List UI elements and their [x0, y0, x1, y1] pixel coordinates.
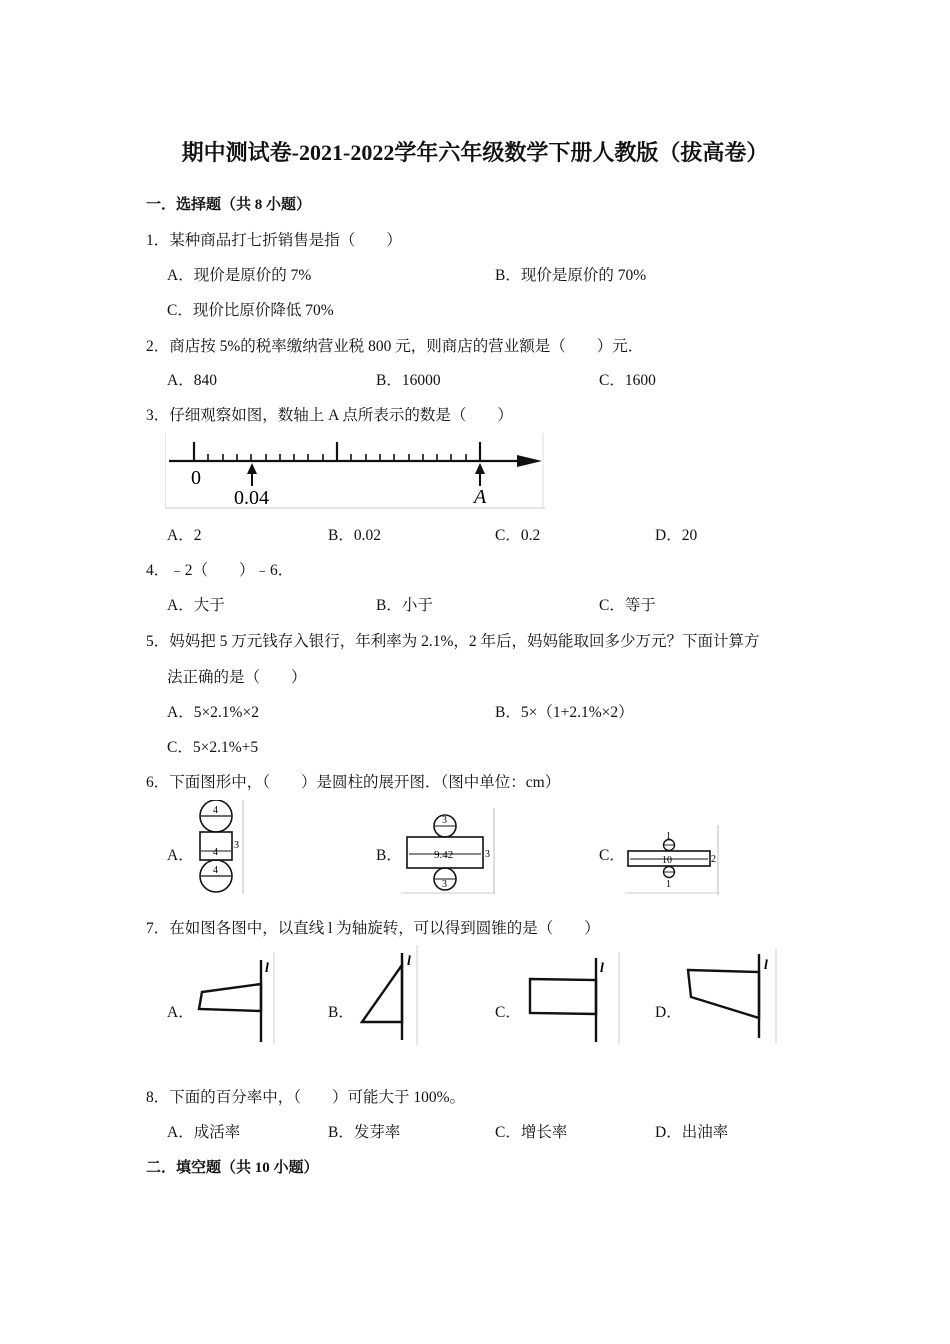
- cylinder-net-c: [625, 825, 720, 895]
- question-2: 2．商店按 5%的税率缴纳营业税 800 元，则商店的营业额是（ ）元．: [146, 338, 644, 355]
- q1-option-c: C．现价比原价降低 70%: [167, 302, 334, 319]
- svg-text:1: 1: [666, 879, 671, 890]
- svg-text:3: 3: [442, 879, 447, 890]
- number-line-figure: [165, 432, 547, 510]
- q6-option-c: C．: [599, 847, 625, 864]
- q3-option-b: B．0.02: [328, 527, 381, 544]
- rotation-figure-d: [682, 948, 779, 1044]
- number-line-tick-label: 0.04: [234, 487, 269, 509]
- q7-option-b: B．: [328, 1004, 354, 1021]
- svg-text:l: l: [764, 958, 768, 973]
- q2-option-c: C．1600: [599, 372, 656, 389]
- q4-option-b: B．小于: [376, 597, 433, 614]
- q7-option-c: C．: [495, 1004, 521, 1021]
- question-4: 4．﹣2（ ）﹣6．: [146, 562, 294, 579]
- q6-option-a: A．: [167, 847, 194, 864]
- q1-option-b: B．现价是原价的 70%: [495, 267, 647, 284]
- question-1: 1．某种商品打七折销售是指（ ）: [146, 232, 402, 249]
- question-6: 6．下面图形中，（ ）是圆柱的展开图．（图中单位：cm）: [146, 774, 561, 791]
- q5-option-a: A．5×2.1%×2: [167, 704, 259, 721]
- q1-option-a: A．现价是原价的 7%: [167, 267, 312, 284]
- q6-option-b: B．: [376, 847, 402, 864]
- q3-option-a: A．2: [167, 527, 202, 544]
- section-heading-fill: 二．填空题（共 10 小题）: [146, 1160, 319, 1176]
- cylinder-net-b: [401, 808, 497, 894]
- svg-text:3: 3: [485, 849, 490, 860]
- q8-option-d: D．出油率: [655, 1124, 729, 1141]
- q3-option-c: C．0.2: [495, 527, 541, 544]
- q5-option-c: C．5×2.1%+5: [167, 739, 259, 756]
- cylinder-net-a: [193, 800, 245, 894]
- q4-option-c: C．等于: [599, 597, 656, 614]
- svg-text:9.42: 9.42: [434, 849, 454, 861]
- number-line-zero-label: 0: [191, 467, 201, 489]
- svg-text:l: l: [265, 961, 269, 976]
- rotation-figure-a: [193, 952, 277, 1044]
- question-8: 8．下面的百分率中，（ ）可能大于 100%。: [146, 1089, 466, 1106]
- svg-text:4: 4: [213, 847, 218, 858]
- question-7: 7．在如图各图中，以直线 l 为轴旋转，可以得到圆锥的是（ ）: [146, 920, 600, 937]
- svg-text:l: l: [600, 961, 604, 976]
- rotation-figure-c: [522, 952, 622, 1044]
- svg-text:l: l: [407, 954, 411, 969]
- q7-option-a: A．: [167, 1004, 194, 1021]
- section-heading-choice: 一．选择题（共 8 小题）: [146, 197, 312, 213]
- q3-option-d: D．20: [655, 527, 698, 544]
- question-3: 3．仔细观察如图，数轴上 A 点所表示的数是（ ）: [146, 407, 513, 424]
- q2-option-a: A．840: [167, 372, 217, 389]
- q2-option-b: B．16000: [376, 372, 441, 389]
- svg-text:3: 3: [442, 815, 447, 826]
- question-5-line-2: 法正确的是（ ）: [167, 669, 307, 686]
- q8-option-a: A．成活率: [167, 1124, 241, 1141]
- svg-text:4: 4: [213, 865, 218, 876]
- q4-option-a: A．大于: [167, 597, 225, 614]
- q7-option-d: D．: [655, 1004, 682, 1021]
- q5-option-b: B．5×（1+2.1%×2）: [495, 704, 634, 721]
- svg-text:3: 3: [234, 840, 239, 851]
- q8-option-b: B．发芽率: [328, 1124, 401, 1141]
- svg-text:1: 1: [666, 831, 671, 842]
- page-title: 期中测试卷-2021-2022学年六年级数学下册人教版（拔高卷）: [181, 140, 769, 165]
- svg-text:10: 10: [662, 855, 672, 866]
- svg-text:4: 4: [213, 805, 218, 816]
- q8-option-c: C．增长率: [495, 1124, 568, 1141]
- number-line-point-label: A: [474, 486, 487, 508]
- rotation-figure-b: [355, 945, 420, 1045]
- question-5-line-1: 5．妈妈把 5 万元钱存入银行，年利率为 2.1%，2 年后，妈妈能取回多少万元？下面计算方: [146, 633, 760, 650]
- svg-text:2: 2: [711, 854, 716, 865]
